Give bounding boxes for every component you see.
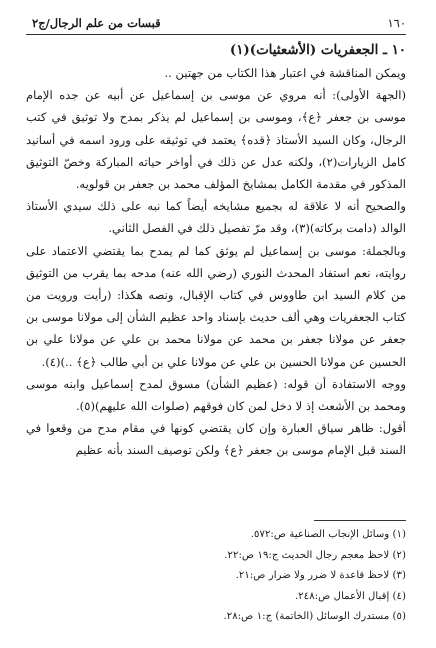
paragraph: ويمكن المناقشة في اعتبار هذا الكتاب من جهتين .. — [164, 66, 406, 80]
footnote: (١) وسائل الإنجاب الصناعية ص:٥٧٢. — [250, 529, 406, 540]
paragraph: (الجهة الأولى): أنه مروي عن موسى بن إسماعيل عن أبيه عن جده الإمام موسى بن جعفر ﴿ع﴾، وموسى بن إسماعيل لم يذكر بمدح ولا توثيق في كتب الرجال، وكان السيد الأستاذ ﴿قده﴾ يعتمد في توثيقه على ورود اسمه في أسانيد كامل الزيارات(٢)، ولكنه عدل عن ذلك في أواخر حياته المباركة وخصّ التوثيق المذكور في مقدمة الكامل بمشايخ المؤلف محمد بن جعفر بن قولويه. — [26, 88, 406, 192]
section-heading: ١٠ ـ الجعفريات (الأشعثيات)(١) — [229, 42, 406, 58]
paragraph: والصحيح أنه لا علاقة له بجميع مشايخه أيضاً كما نبه على ذلك سيدي الأستاذ الوالد (دامت بركاته)(٣)، وقد مرّ تفصيل ذلك في الفصل الثاني. — [26, 199, 406, 236]
page-header — [26, 14, 406, 35]
page-number: ١٦٠ — [387, 16, 406, 30]
footnote: (٢) لاحظ معجم رجال الحديث ج:١٩ ص:٢٢. — [224, 549, 406, 561]
paragraph: أقول: ظاهر سياق العبارة وإن كان يقتضي كونها في مقام مدح من وقعوا في السند قبل الإمام موسى بن جعفر ﴿ع﴾ ولكن توصيف السند بأنه عظيم — [26, 421, 406, 458]
paragraph: وبالجملة: موسى بن إسماعيل لم يوثق كما لم يمدح بما يقتضي الاعتماد على روايته، نعم استفاد المحدث النوري (رضي الله عنه) مدحه بما يقرب من التوثيق من كلام السيد ابن طاووس في كتاب الإقبال، ونصه هكذا: (رأيت ورويت من كتاب الجعفريات وهي ألف حديث بإسناد واحد عظيم الشأن إلى مولانا موسى بن جعفر عن مولانا جعفر بن محمد عن مولانا محمد بن علي عن مولانا علي بن الحسين عن مولانا الحسين بن علي عن مولانا علي بن أبي طالب ﴿ع﴾ ..)(٤). — [26, 243, 406, 369]
main-text — [26, 38, 406, 462]
paragraph: ووجه الاستفادة أن قوله: (عظيم الشأن) مسوق لمدح إسماعيل وابنه موسى ومحمد بن الأشعث إذ لا دخل لمن كان فوقهم (صلوات الله عليهم)(٥). — [26, 376, 406, 414]
running-title: قبسات من علم الرجال/ج٢ — [32, 16, 161, 30]
footnote: (٥) مستدرك الوسائل (الخاتمة) ج:١ ص:٢٨. — [223, 611, 406, 622]
footnotes — [26, 520, 406, 628]
footnote: (٤) إقبال الأعمال ص:٢٤٨. — [295, 590, 406, 602]
footnote: (٣) لاحظ قاعدة لا ضرر ولا ضرار ص:٢١. — [235, 570, 406, 581]
footnote-divider — [314, 520, 406, 521]
